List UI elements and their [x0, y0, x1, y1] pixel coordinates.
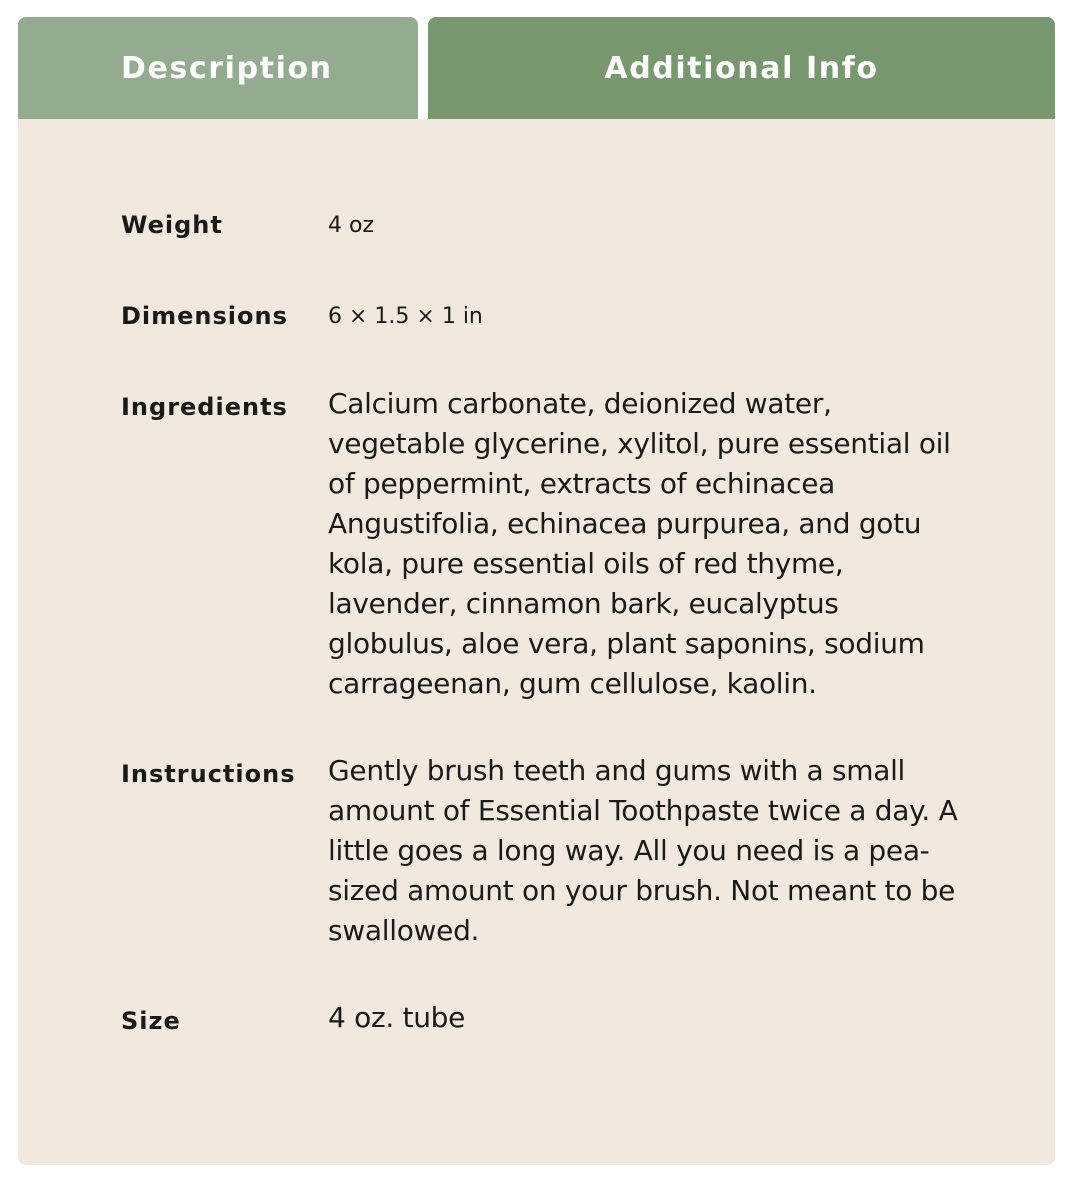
size-value: 4 oz. tube: [328, 1001, 466, 1034]
instructions-value: Gently brush teeth and gums with a small amount of Essential Toothpaste twice a day. A little goes a long way. All you need is a pea-sized amount on your brush. Not meant to be swallowed.: [328, 754, 958, 947]
tab-additional-info[interactable]: [428, 17, 1055, 119]
tab-additional-info-label: Additional Info: [604, 50, 879, 86]
weight-value: 4 oz: [328, 213, 374, 238]
dimensions-label: Dimensions: [121, 302, 288, 330]
product-tabs: [18, 17, 1055, 119]
weight-label: Weight: [121, 211, 223, 239]
tab-description[interactable]: [18, 17, 418, 119]
dimensions-value: 6 × 1.5 × 1 in: [328, 304, 483, 329]
tab-description-label: Description: [121, 50, 333, 86]
size-label: Size: [121, 1007, 181, 1035]
additional-info-panel: [18, 119, 1055, 1165]
ingredients-label: Ingredients: [121, 393, 288, 421]
instructions-label: Instructions: [121, 760, 296, 788]
ingredients-value: Calcium carbonate, deionized water, vegetable glycerine, xylitol, pure essential oil of peppermint, extracts of echinacea Angustifolia, echinacea purpurea, and gotu kola, pure essential oils of red thyme, lavender, cinnamon bark, eucalyptus globulus, aloe vera, plant saponins, sodium carrageenan, gum cellulose, kaolin.: [328, 387, 951, 700]
